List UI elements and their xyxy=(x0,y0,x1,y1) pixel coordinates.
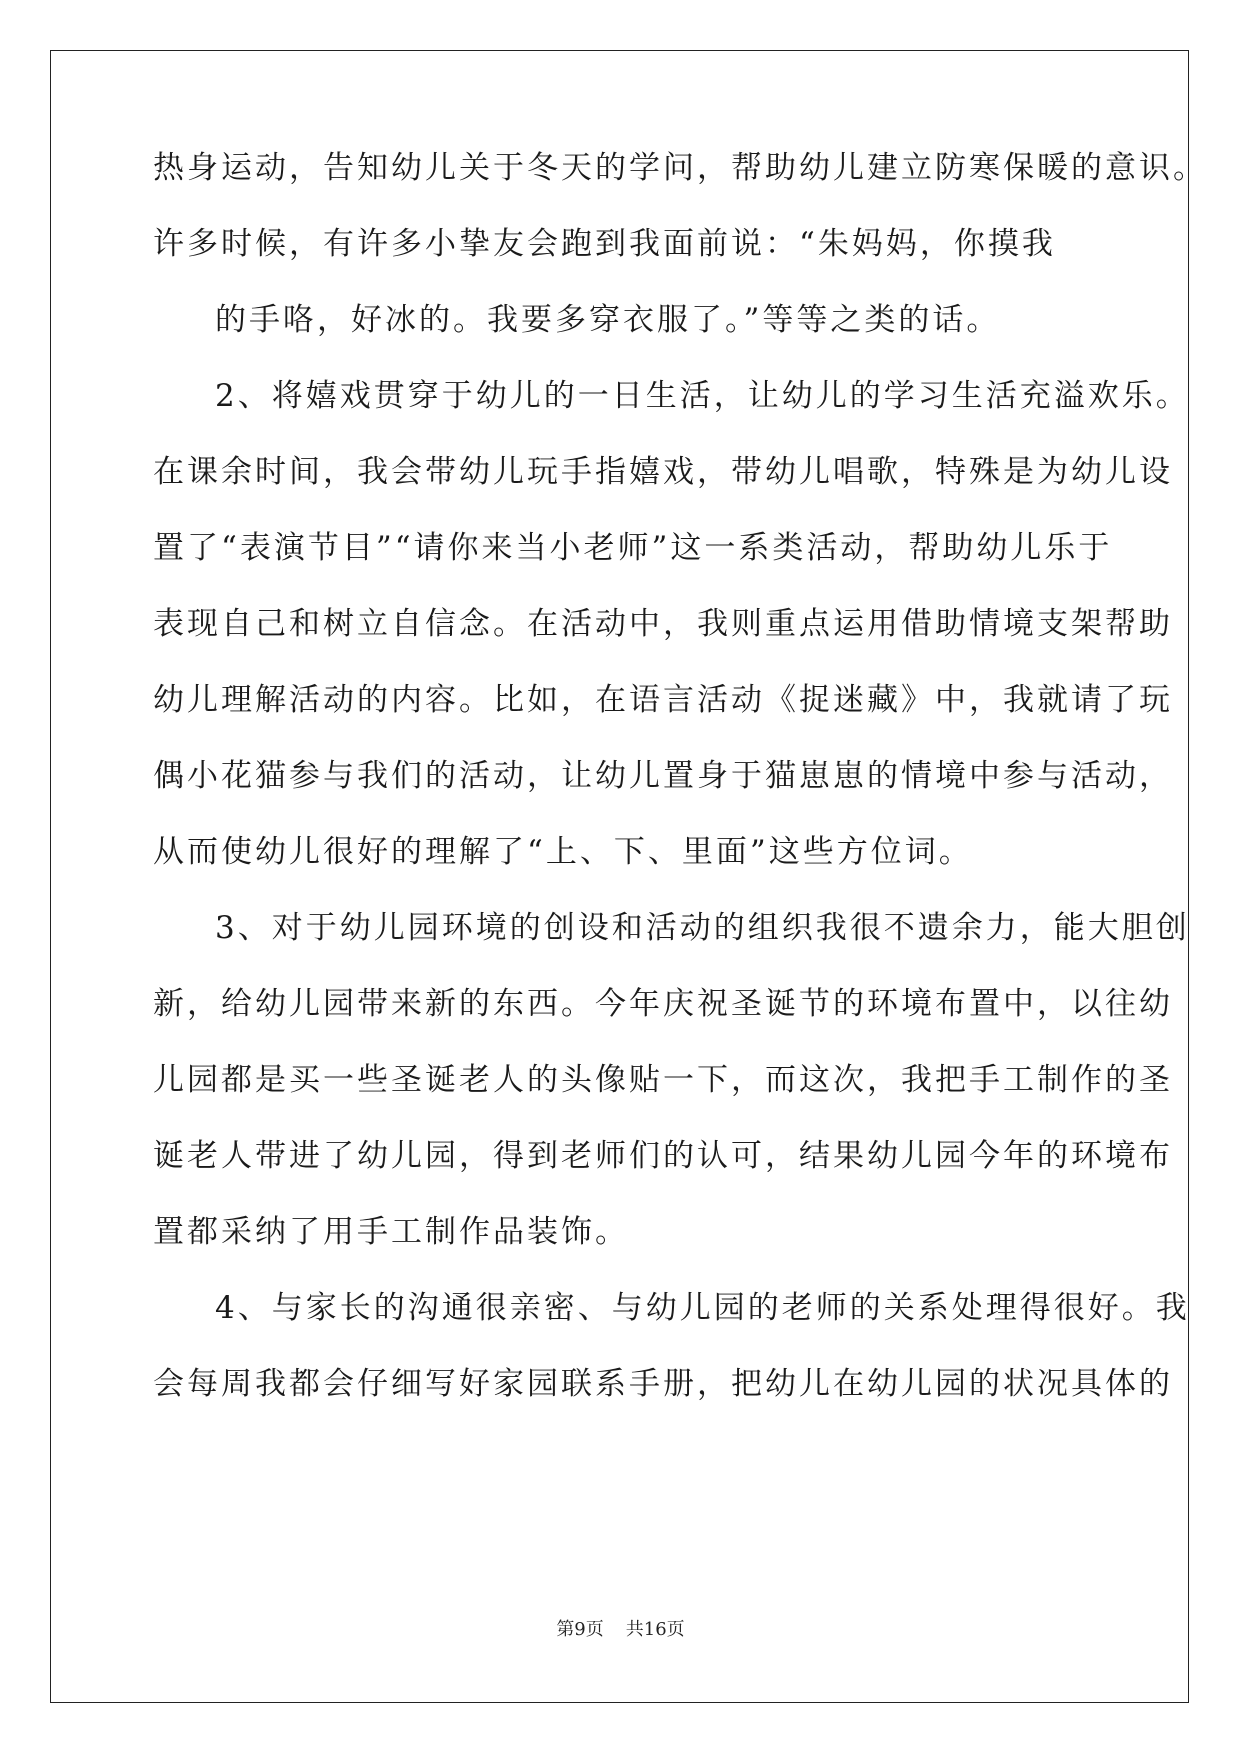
text-line: 热身运动，告知幼儿关于冬天的学问，帮助幼儿建立防寒保暖的意识。 xyxy=(153,150,1207,186)
page-number-total: 共16页 xyxy=(625,1619,685,1640)
page-footer xyxy=(0,1618,1241,1642)
text-line: 新，给幼儿园带来新的东西。今年庆祝圣诞节的环境布置中，以往幼 xyxy=(153,986,1173,1022)
text-line: 置了“表演节目”“请你来当小老师”这一系类活动，帮助幼儿乐于 xyxy=(153,530,1113,566)
text-line: 儿园都是买一些圣诞老人的头像贴一下，而这次，我把手工制作的圣 xyxy=(153,1062,1173,1098)
text-line: 表现自己和树立自信念。在活动中，我则重点运用借助情境支架帮助 xyxy=(153,606,1173,642)
text-line: 许多时候，有许多小挚友会跑到我面前说：“朱妈妈，你摸我 xyxy=(153,226,1056,262)
page-number-current: 第9页 xyxy=(556,1619,604,1640)
text-line: 偶小花猫参与我们的活动，让幼儿置身于猫崽崽的情境中参与活动， xyxy=(153,758,1173,794)
text-line: 3、对于幼儿园环境的创设和活动的组织我很不遗余力，能大胆创 xyxy=(215,910,1190,946)
text-line: 幼儿理解活动的内容。比如，在语言活动《捉迷藏》中，我就请了玩 xyxy=(153,682,1173,718)
text-line: 2、将嬉戏贯穿于幼儿的一日生活，让幼儿的学习生活充溢欢乐。 xyxy=(215,378,1190,414)
text-line: 诞老人带进了幼儿园，得到老师们的认可，结果幼儿园今年的环境布 xyxy=(153,1138,1173,1174)
text-line: 会每周我都会仔细写好家园联系手册，把幼儿在幼儿园的状况具体的 xyxy=(153,1366,1173,1402)
text-line: 从而使幼儿很好的理解了“上、下、里面”这些方位词。 xyxy=(153,834,973,870)
text-line: 在课余时间，我会带幼儿玩手指嬉戏，带幼儿唱歌，特殊是为幼儿设 xyxy=(153,454,1173,490)
text-line: 的手咯，好冰的。我要多穿衣服了。”等等之类的话。 xyxy=(215,302,1001,338)
page-border xyxy=(50,50,1189,1703)
text-line: 4、与家长的沟通很亲密、与幼儿园的老师的关系处理得很好。我 xyxy=(215,1290,1190,1326)
text-line: 置都采纳了用手工制作品装饰。 xyxy=(153,1214,629,1250)
